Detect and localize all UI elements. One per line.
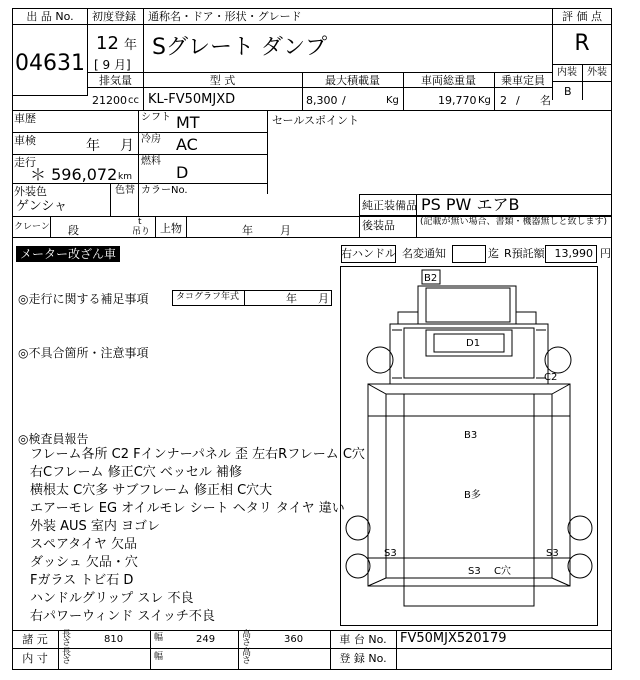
inner-length-label: 長さ — [62, 648, 72, 666]
recycle-amount: 13,990 — [554, 247, 593, 260]
lift-label: 上物 — [160, 222, 182, 235]
dims-label: 諸 元 — [22, 633, 48, 646]
inspection-label: 車検 — [14, 134, 36, 147]
first-reg-year-unit: 年 — [124, 38, 138, 53]
length-value: 810 — [104, 634, 124, 645]
inspector-line: 右Cフレーム 修正C穴 ベッセル 補修 — [30, 465, 243, 480]
inner-dims-label: 内 寸 — [22, 652, 48, 665]
mileage-unit: km — [118, 172, 132, 182]
interior-label: 内装 — [557, 67, 577, 78]
history-label: 車歴 — [14, 112, 36, 125]
payload-sep: / — [342, 94, 346, 107]
width-label: 幅 — [154, 633, 164, 643]
inner-width-label: 幅 — [154, 652, 164, 662]
mark-s3-right: S3 — [546, 548, 559, 559]
capacity-label: 乗車定員 — [501, 74, 545, 87]
inspector-line: エアーモレ EG オイルモレ シート ヘタリ タイヤ 違い — [30, 501, 345, 516]
inspector-line: Fガラス トビ石 D — [30, 573, 134, 588]
mileage-value: ＊ 596,072 — [30, 165, 118, 184]
inspector-line: 右パワーウィンド スイッチ不良 — [30, 609, 215, 624]
equipment-value: PS PW エアB — [421, 195, 520, 214]
gross-weight-label: 車両総重量 — [421, 74, 476, 87]
inspector-line: スペアタイヤ 欠品 — [30, 537, 137, 552]
mileage-label: 走行 — [14, 156, 36, 169]
width-value: 249 — [196, 634, 216, 645]
capacity-value: 2 — [500, 94, 507, 107]
inspector-line: フレーム各所 C2 Fインナーパネル 歪 左右Rフレーム C穴 — [30, 447, 365, 462]
inspection-year-unit: 年 — [86, 138, 100, 154]
inner-height-label: 高さ — [242, 648, 252, 666]
first-reg-label: 初度登録 — [92, 10, 136, 23]
inspector-line: 横根太 C穴多 サブフレーム 修正相 C穴大 — [30, 483, 273, 498]
fuel-label: 燃料 — [141, 156, 161, 167]
aircon-value: AC — [176, 135, 198, 154]
sales-point-label: セールスポイント — [272, 114, 360, 127]
payload-value: 8,300 — [306, 94, 338, 107]
inspector-line: ハンドルグリップ スレ 不良 — [30, 591, 194, 606]
color-no-label: 色替 — [115, 185, 135, 196]
tacho-month-unit: 月 — [318, 292, 329, 305]
type-label: 型 式 — [209, 74, 236, 87]
model-name-label: 通称名・ドア・形状・グレード — [148, 10, 302, 23]
mark-s3-bottom: S3 — [468, 566, 481, 577]
lift-year-unit: 年 — [242, 224, 253, 237]
overall-grade: R — [574, 31, 590, 56]
color-number-label: カラーNo. — [141, 185, 188, 196]
mark-d1: D1 — [466, 338, 481, 349]
reg-label: 登 録 No. — [339, 652, 387, 665]
lift-month-unit: 月 — [280, 224, 291, 237]
equipment-label: 純正装備品 — [362, 199, 417, 212]
inspection-month-unit: 月 — [120, 138, 134, 154]
fuel-value: D — [176, 163, 189, 182]
defects-label: ◎不具合箇所・注意事項 — [18, 346, 149, 360]
shift-label: シフト — [141, 112, 171, 123]
length-label: 長さ — [62, 630, 72, 648]
chassis-label: 車 台 No. — [339, 633, 387, 646]
grade-label: 評 価 点 — [562, 10, 602, 23]
name-change-label: 名変通知 — [402, 247, 446, 260]
aftermarket-note: (記載が無い場合、書類・機器無しと致します) — [420, 217, 608, 227]
mark-c-hole: C穴 — [494, 566, 511, 577]
displacement-unit: cc — [128, 95, 139, 106]
capacity-sep: / — [516, 94, 520, 107]
model-name: Sグレート ダンプ — [152, 35, 328, 60]
capacity-unit: 名 — [540, 94, 551, 107]
type-value: KL-FV50MJXD — [148, 92, 236, 107]
exterior-color-label: 外装色 — [14, 185, 47, 198]
first-reg-year: 12 — [96, 33, 119, 54]
exterior-color-value: ゲンシャ — [16, 199, 68, 214]
gross-weight-value: 19,770 — [438, 94, 477, 107]
recycle-label: R預託額 — [504, 247, 545, 260]
height-value: 360 — [284, 634, 304, 645]
interior-grade: B — [564, 85, 572, 98]
crane-hang-unit: 吊り — [132, 227, 151, 237]
mark-b-many: B多 — [464, 490, 481, 501]
inspector-line: ダッシュ 欠品・穴 — [30, 555, 138, 570]
steering-value: 右ハンドル — [341, 247, 396, 260]
aircon-label: 冷房 — [141, 134, 161, 145]
chassis-value: FV50MJX520179 — [400, 631, 507, 646]
mark-b2: B2 — [424, 273, 438, 284]
name-change-box — [452, 245, 486, 263]
mark-b3: B3 — [464, 430, 478, 441]
lot-no: 04631 — [15, 51, 85, 76]
tacho-label: タコグラフ年式 — [176, 292, 240, 302]
exterior-label: 外装 — [587, 67, 607, 78]
shift-value: MT — [176, 113, 200, 132]
crane-stage-unit: 段 — [68, 224, 79, 237]
recycle-unit: 円 — [600, 247, 611, 260]
height-label: 高さ — [242, 630, 252, 648]
meter-tampered-badge: メーター改ざん車 — [16, 246, 120, 262]
inspector-line: 外装 AUS 室内 ヨゴレ — [30, 519, 161, 534]
inspector-report-label: ◎検査員報告 — [18, 432, 89, 446]
payload-label: 最大積載量 — [325, 74, 380, 87]
mark-c2: C2 — [544, 372, 558, 383]
crane-label: クレーン — [14, 222, 50, 232]
displacement-value: 21200 — [92, 94, 127, 107]
tacho-year-unit: 年 — [286, 292, 297, 305]
lot-no-label: 出 品 No. — [26, 10, 74, 23]
crane-ton-unit: t — [138, 217, 142, 227]
gross-weight-unit: Kg — [478, 95, 491, 106]
aftermarket-label: 後装品 — [362, 219, 395, 232]
payload-unit: Kg — [386, 95, 399, 106]
first-reg-month: [ 9 月] — [94, 58, 131, 72]
truck-diagram — [340, 266, 598, 626]
displacement-label: 排気量 — [99, 74, 132, 87]
driving-notes-label: ◎走行に関する補足事項 — [18, 292, 149, 306]
mark-s3-left: S3 — [384, 548, 397, 559]
deposit-label: 迄 — [488, 247, 499, 260]
